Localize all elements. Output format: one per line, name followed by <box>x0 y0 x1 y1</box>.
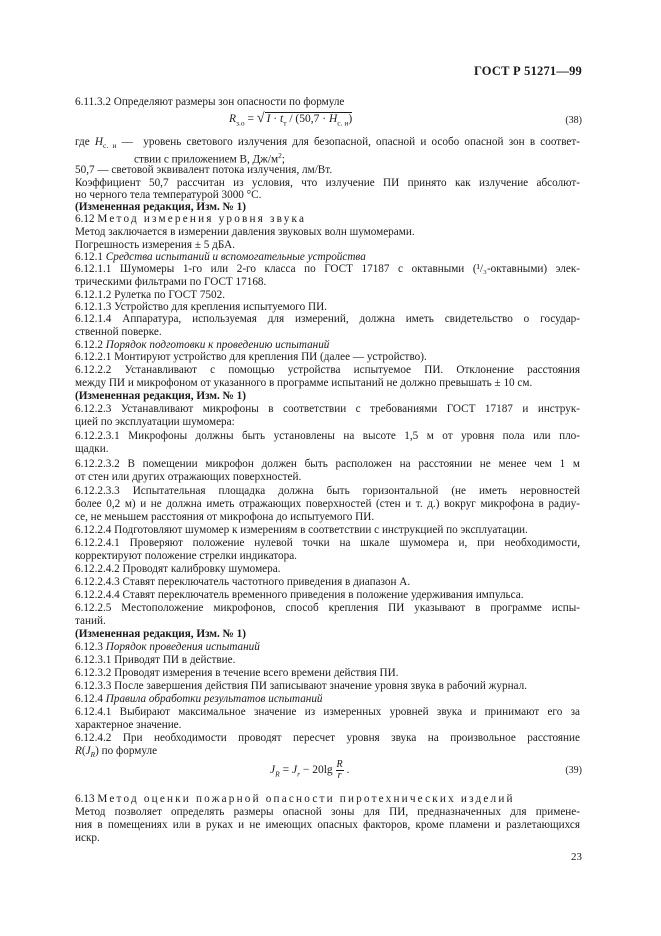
document-header: ГОСТ Р 51271—99 <box>473 64 582 78</box>
formula-39-number: (39) <box>565 765 582 776</box>
text-line: 6.12.3.2 Проводят измерения в течение всего времени действия ПИ. <box>75 667 399 679</box>
text-line: 6.12.1.1 Шумомеры 1-го или 2-го класса по ГОСТ 17187 с октавными (¹/₃-октавными) элек- <box>75 263 580 275</box>
text-line: ствии с приложением В, $Дж/м^2$; <box>134 151 285 166</box>
text-line: между ПИ и микрофоном от указанного в программе испытаний не должно превышать ± 10 см. <box>75 377 533 389</box>
text-line: ственной поверке. <box>75 326 162 338</box>
text-line: цией по эксплуатации шумомера: <box>75 416 235 428</box>
text-line: от стен или других отражающих поверхностей. <box>75 471 302 483</box>
text-line: 6.12.1.2 Рулетка по ГОСТ 7502. <box>75 289 225 301</box>
text-line: 6.12.2.3 Устанавливают микрофоны в соответствии с требованиями ГОСТ 17187 и инструк- <box>75 403 580 415</box>
subsection-heading: 6.12.3 Порядок проведения испытаний <box>75 641 260 653</box>
text-line: 6.12.2.3.1 Микрофоны должны быть установлены на высоте 1,5 м от уровня пола или пло- <box>75 430 580 442</box>
text-line: корректируют положение стрелки индикатора. <box>75 550 297 562</box>
text-line: 6.12.3.3 После завершения действия ПИ записывают значение уровня звука в рабочий журнал. <box>75 680 527 692</box>
text-line: трическими фильтрами по ГОСТ 17168. <box>75 276 267 288</box>
text-line: щадки. <box>75 443 109 455</box>
text-line: 6.12.2.5 Местоположение микрофонов, способ крепления ПИ указывают в программе испы- <box>75 602 580 614</box>
text-line: 50,7 — световой эквивалент потока излучения, лм/Вт. <box>75 164 333 176</box>
text-line: ния в помещениях или в руках и не имеющих опасных факторов, кроме пламени и разлетающихся <box>75 819 580 831</box>
text-line: более 0,2 м) и не должна иметь отражающих поверхностей (стен и т. д.) вокруг микрофона в радиу- <box>75 498 580 510</box>
subsection-heading: 6.12.2 Порядок подготовки к проведению испытаний <box>75 339 330 351</box>
text-line: но черного тела температурой 3000 °С. <box>75 189 262 201</box>
text-line: Метод заключается в измерении давления звуковых волн шумомерами. <box>75 226 415 238</box>
text-line: искр. <box>75 832 100 844</box>
text-line: 6.12.1.4 Аппаратура, используемая для измерений, должна иметь свидетельство о государ- <box>75 313 580 325</box>
section-heading: 6.12 Метод измерения уровня звука <box>75 213 307 225</box>
text-line: 6.12.2.4.2 Проводят калибровку шумомера. <box>75 563 281 575</box>
text-line: се, не меньшем расстояния от микрофона до испытуемого ПИ. <box>75 511 375 523</box>
text-line: 6.12.2.4.3 Ставят переключатель частотного приведения в диапазон А. <box>75 576 411 588</box>
text-line: характерное значение. <box>75 719 182 731</box>
subsection-heading: 6.12.1 Средства испытаний и вспомогательные устройства <box>75 251 366 263</box>
amendment-note: (Измененная редакция, Изм. № 1) <box>75 201 246 213</box>
text-line: таний. <box>75 615 106 627</box>
text-line: 6.12.2.3.3 Испытательная площадка должна быть горизонтальной (не иметь неровностей <box>75 485 580 497</box>
text-line: 6.12.1.3 Устройство для крепления испытуемого ПИ. <box>75 301 327 313</box>
text-line: Погрешность измерения ± 5 дБА. <box>75 239 235 251</box>
text-line: где $H_{с. и}$ — уровень светового излучения для безопасной, опасной и особо опасной зон в соответ- <box>75 136 580 151</box>
amendment-note: (Измененная редакция, Изм. № 1) <box>75 390 246 402</box>
section-heading: 6.13 Метод оценки пожарной опасности пиротехнических изделий <box>75 793 515 805</box>
text-line: 6.12.3.1 Приводят ПИ в действие. <box>75 654 236 666</box>
text-line: 6.12.2.4 Подготовляют шумомер к измерениям в соответствии с инструкцией по эксплуатации. <box>75 524 528 536</box>
text-line: Метод позволяет определять размеры опасной зоны для ПИ, предназначенных для примене- <box>75 806 580 818</box>
formula-38: $R_{з.о}$ = √ $I \cdot t_т / (50,7 \cdot H_{с. и})$ <box>229 111 353 128</box>
page-number: 23 <box>571 851 582 863</box>
text-line: 6.11.3.2 Определяют размеры зон опасности по формуле <box>75 96 345 108</box>
text-line: 6.12.4.2 При необходимости проводят пересчет уровня звука на произвольное расстояние <box>75 732 580 744</box>
text-line: 6.12.4.1 Выбирают максимальное значение из измеренных уровней звука и принимают его за <box>75 706 580 718</box>
formula-39: $J_R = J_r - 20\lg$ $\frac{R}{r}$ . <box>270 759 350 781</box>
subsection-heading: 6.12.4 Правила обработки результатов испытаний <box>75 693 323 705</box>
text-line: 6.12.2.4.4 Ставят переключатель временного приведения в положение удерживания импульса. <box>75 589 524 601</box>
formula-38-number: (38) <box>565 115 582 126</box>
text-line: 6.12.2.2 Устанавливают с помощью устройства испытуемое ПИ. Отклонение расстояния <box>75 364 580 376</box>
amendment-note: (Измененная редакция, Изм. № 1) <box>75 628 246 640</box>
text-line: $R(J_R)$ по формуле <box>75 745 158 760</box>
text-line: 6.12.2.1 Монтируют устройство для крепления ПИ (далее — устройство). <box>75 351 427 363</box>
text-line: Коэффициент 50,7 рассчитан из условия, что излучение ПИ принято как излучение абсолют- <box>75 177 580 189</box>
text-line: 6.12.2.3.2 В помещении микрофон должен быть расположен на расстоянии не менее чем 1 м <box>75 458 580 470</box>
text-line: 6.12.2.4.1 Проверяют положение нулевой точки на шкале шумомера и, при необходимости, <box>75 537 580 549</box>
